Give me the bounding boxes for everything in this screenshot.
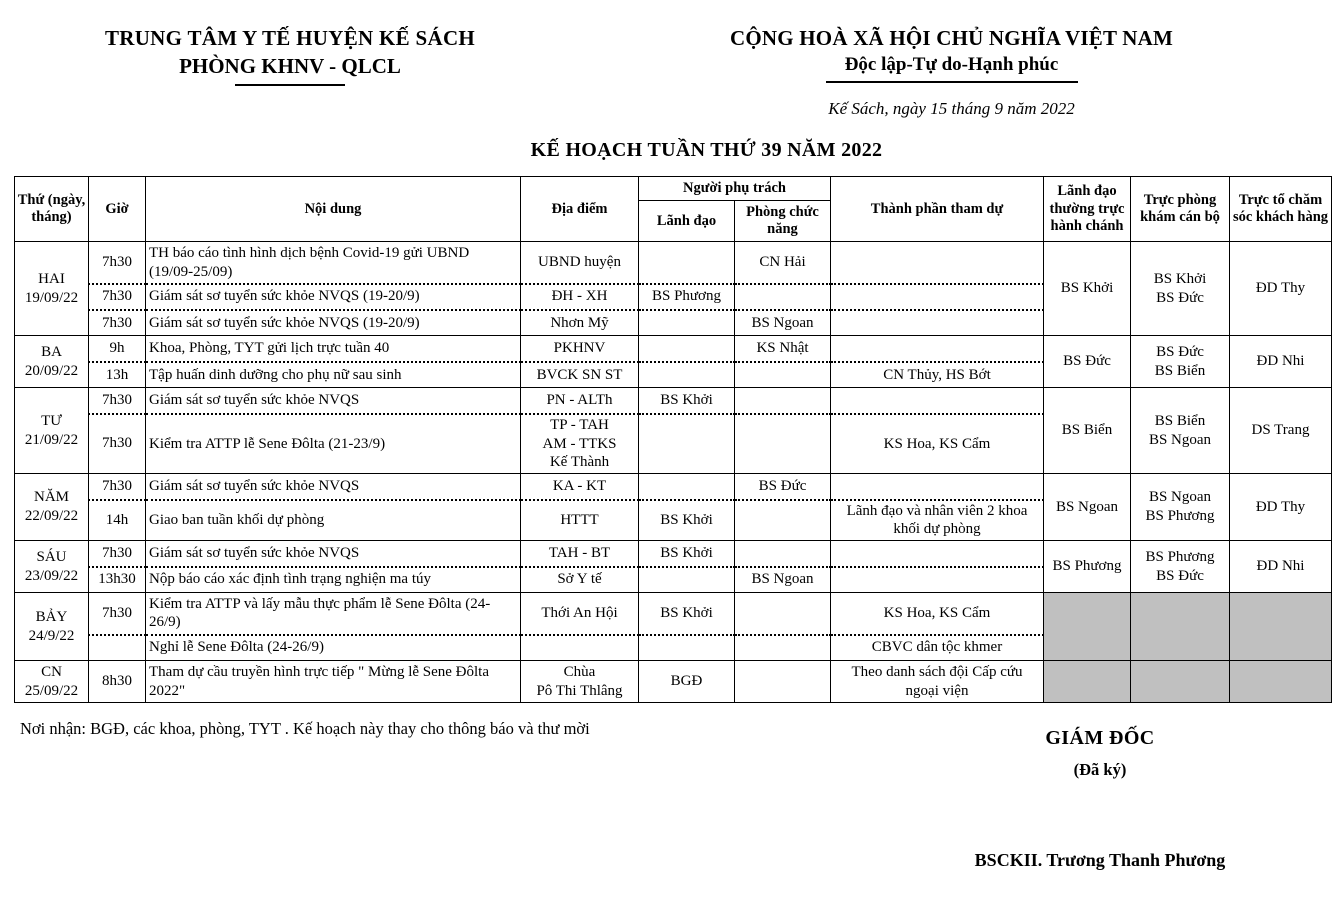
document-header [0, 0, 1343, 119]
cell-in-charge-leader: BS Khởi [639, 500, 735, 541]
cell-on-duty-clinic: BS Khởi BS Đức [1131, 242, 1230, 336]
cell-on-duty-clinic: BS Ngoan BS Phương [1131, 474, 1230, 541]
cell-time: 7h30 [89, 474, 146, 500]
col-header-in-charge-leader: Lãnh đạo [639, 201, 735, 242]
cell-in-charge-dept [735, 500, 831, 541]
cell-in-charge-dept [735, 541, 831, 567]
page-title: KẾ HOẠCH TUẦN THỨ 39 NĂM 2022 [530, 138, 883, 161]
cell-time: 13h30 [89, 567, 146, 593]
cell-in-charge-dept: BS Đức [735, 474, 831, 500]
cell-in-charge-leader: BS Khởi [639, 541, 735, 567]
cell-on-duty-admin [1044, 661, 1131, 703]
cell-content: Giám sát sơ tuyển sức khỏe NVQS [146, 474, 521, 500]
cell-attendees [831, 310, 1044, 336]
cell-on-duty-admin: BS Khởi [1044, 242, 1131, 336]
cell-in-charge-leader [639, 414, 735, 474]
col-header-place: Địa điểm [521, 176, 639, 241]
cell-on-duty-admin: BS Biển [1044, 388, 1131, 474]
schedule-table-wrapper [14, 176, 1332, 703]
cell-on-duty-clinic: BS Phương BS Đức [1131, 541, 1230, 593]
cell-in-charge-dept: BS Ngoan [735, 310, 831, 336]
signer-name: BSCKII. Trương Thanh Phương [974, 850, 1226, 871]
header-divider-right [826, 81, 1078, 83]
cell-attendees [831, 336, 1044, 362]
cell-on-duty-clinic [1131, 661, 1230, 703]
weekly-schedule-table [14, 176, 1332, 703]
cell-attendees: KS Hoa, KS Cẩm [831, 593, 1044, 635]
cell-content: Giám sát sơ tuyển sức khỏe NVQS (19-20/9) [146, 310, 521, 336]
cell-place: Chùa Pô Thi Thlâng [521, 661, 639, 703]
cell-in-charge-dept [735, 414, 831, 474]
cell-in-charge-dept: CN Hải [735, 242, 831, 284]
cell-on-duty-care: ĐD Thy [1230, 242, 1332, 336]
cell-place: UBND huyện [521, 242, 639, 284]
col-header-attendees: Thành phần tham dự [831, 176, 1044, 241]
cell-day: SÁU 23/09/22 [15, 541, 89, 593]
cell-attendees: CN Thủy, HS Bớt [831, 362, 1044, 388]
cell-on-duty-care: DS Trang [1230, 388, 1332, 474]
cell-on-duty-care [1230, 661, 1332, 703]
cell-time: 7h30 [89, 242, 146, 284]
col-header-in-charge-dept: Phòng chức năng [735, 201, 831, 242]
cell-day: HAI 19/09/22 [15, 242, 89, 336]
organization-block [0, 24, 560, 119]
cell-time: 8h30 [89, 661, 146, 703]
cell-time: 14h [89, 500, 146, 541]
cell-content: Kiểm tra ATTP và lấy mẫu thực phẩm lễ Sene Đôlta (24-26/9) [146, 593, 521, 635]
cell-in-charge-dept: KS Nhật [735, 336, 831, 362]
cell-on-duty-clinic: BS Đức BS Biển [1131, 336, 1230, 388]
cell-content: Giám sát sơ tuyển sức khỏe NVQS [146, 541, 521, 567]
cell-place: PKHNV [521, 336, 639, 362]
cell-in-charge-leader [639, 635, 735, 661]
cell-in-charge-dept [735, 635, 831, 661]
cell-on-duty-admin [1044, 593, 1131, 661]
cell-content: Nộp báo cáo xác định tình trạng nghiện ma túy [146, 567, 521, 593]
cell-place: TAH - BT [521, 541, 639, 567]
cell-in-charge-dept [735, 593, 831, 635]
cell-place: PN - ALTh [521, 388, 639, 414]
cell-place: TP - TAH AM - TTKS Kế Thành [521, 414, 639, 474]
table-row [15, 474, 1332, 500]
cell-content: TH báo cáo tình hình dịch bệnh Covid-19 gửi UBND (19/09-25/09) [146, 242, 521, 284]
cell-in-charge-leader [639, 310, 735, 336]
cell-attendees: Theo danh sách đội Cấp cứu ngoại viện [831, 661, 1044, 703]
cell-in-charge-dept [735, 284, 831, 310]
cell-on-duty-admin: BS Đức [1044, 336, 1131, 388]
national-heading-block [560, 24, 1343, 119]
cell-in-charge-dept [735, 362, 831, 388]
cell-attendees: KS Hoa, KS Cẩm [831, 414, 1044, 474]
cell-day: BẢY 24/9/22 [15, 593, 89, 661]
signed-mark: (Đã ký) [1073, 760, 1127, 780]
cell-on-duty-admin: BS Phương [1044, 541, 1131, 593]
cell-in-charge-leader: BS Khởi [639, 388, 735, 414]
cell-in-charge-dept [735, 388, 831, 414]
col-header-content: Nội dung [146, 176, 521, 241]
cell-in-charge-leader [639, 474, 735, 500]
cell-place: ĐH - XH [521, 284, 639, 310]
col-header-on-duty-admin: Lãnh đạo thường trực hành chánh [1044, 176, 1131, 241]
col-header-in-charge: Người phụ trách [639, 176, 831, 200]
table-row [15, 541, 1332, 567]
organization-name: TRUNG TÂM Y TẾ HUYỆN KẾ SÁCH [104, 26, 476, 50]
cell-content: Tập huấn dinh dưỡng cho phụ nữ sau sinh [146, 362, 521, 388]
cell-day: CN 25/09/22 [15, 661, 89, 703]
cell-place: BVCK SN ST [521, 362, 639, 388]
cell-content: Kiểm tra ATTP lễ Sene Đôlta (21-23/9) [146, 414, 521, 474]
cell-on-duty-clinic [1131, 593, 1230, 661]
cell-content: Giao ban tuần khối dự phòng [146, 500, 521, 541]
header-divider-left [235, 84, 345, 86]
cell-attendees [831, 242, 1044, 284]
signature-block [900, 727, 1300, 871]
cell-content: Giám sát sơ tuyển sức khỏe NVQS [146, 388, 521, 414]
cell-on-duty-care: ĐD Nhi [1230, 336, 1332, 388]
cell-in-charge-dept: BS Ngoan [735, 567, 831, 593]
cell-attendees [831, 284, 1044, 310]
cell-on-duty-care [1230, 593, 1332, 661]
cell-on-duty-clinic: BS Biển BS Ngoan [1131, 388, 1230, 474]
cell-time: 7h30 [89, 310, 146, 336]
cell-place [521, 635, 639, 661]
col-header-on-duty-clinic: Trực phòng khám cán bộ [1131, 176, 1230, 241]
cell-time: 7h30 [89, 593, 146, 635]
cell-attendees [831, 474, 1044, 500]
place-and-date: Kế Sách, ngày 15 tháng 9 năm 2022 [828, 98, 1075, 118]
table-row [15, 661, 1332, 703]
col-header-day: Thứ (ngày, tháng) [15, 176, 89, 241]
cell-time [89, 635, 146, 661]
cell-in-charge-leader [639, 336, 735, 362]
cell-time: 7h30 [89, 284, 146, 310]
cell-on-duty-care: ĐD Thy [1230, 474, 1332, 541]
national-motto: Độc lập-Tự do-Hạnh phúc [844, 54, 1059, 76]
cell-time: 13h [89, 362, 146, 388]
cell-in-charge-leader: BS Phương [639, 284, 735, 310]
cell-day: TƯ 21/09/22 [15, 388, 89, 474]
cell-in-charge-leader [639, 362, 735, 388]
cell-time: 7h30 [89, 541, 146, 567]
cell-place: Nhơn Mỹ [521, 310, 639, 336]
recipients-note: Nơi nhận: BGĐ, các khoa, phòng, TYT . Kế hoạch này thay cho thông báo và thư mời [20, 719, 590, 739]
table-body [15, 242, 1332, 703]
cell-in-charge-leader [639, 242, 735, 284]
cell-attendees: Lãnh đạo và nhân viên 2 khoa khối dự phòng [831, 500, 1044, 541]
department-name: PHÒNG KHNV - QLCL [179, 54, 401, 79]
table-header-row-1 [15, 176, 1332, 200]
cell-in-charge-leader [639, 567, 735, 593]
cell-attendees [831, 388, 1044, 414]
cell-place: HTTT [521, 500, 639, 541]
cell-in-charge-leader: BS Khởi [639, 593, 735, 635]
col-header-time: Giờ [89, 176, 146, 241]
cell-day: NĂM 22/09/22 [15, 474, 89, 541]
table-row [15, 388, 1332, 414]
cell-content: Tham dự cầu truyền hình trực tiếp " Mừng lễ Sene Đôlta 2022" [146, 661, 521, 703]
col-header-on-duty-care: Trực tổ chăm sóc khách hàng [1230, 176, 1332, 241]
cell-place: Sở Y tế [521, 567, 639, 593]
cell-time: 7h30 [89, 414, 146, 474]
table-row [15, 336, 1332, 362]
cell-content: Giám sát sơ tuyển sức khỏe NVQS (19-20/9) [146, 284, 521, 310]
cell-place: KA - KT [521, 474, 639, 500]
cell-attendees [831, 541, 1044, 567]
table-row [15, 593, 1332, 635]
table-row [15, 242, 1332, 284]
cell-in-charge-dept [735, 661, 831, 703]
cell-on-duty-care: ĐD Nhi [1230, 541, 1332, 593]
cell-on-duty-admin: BS Ngoan [1044, 474, 1131, 541]
table-header [15, 176, 1332, 241]
cell-place: Thới An Hội [521, 593, 639, 635]
signer-title: GIÁM ĐỐC [1045, 727, 1155, 750]
cell-content: Khoa, Phòng, TYT gửi lịch trực tuần 40 [146, 336, 521, 362]
cell-attendees: CBVC dân tộc khmer [831, 635, 1044, 661]
country-name: CỘNG HOÀ XÃ HỘI CHỦ NGHĨA VIỆT NAM [730, 26, 1173, 50]
cell-attendees [831, 567, 1044, 593]
cell-content: Nghỉ lễ Sene Đôlta (24-26/9) [146, 635, 521, 661]
cell-time: 7h30 [89, 388, 146, 414]
cell-day: BA 20/09/22 [15, 336, 89, 388]
cell-time: 9h [89, 336, 146, 362]
cell-in-charge-leader: BGĐ [639, 661, 735, 703]
